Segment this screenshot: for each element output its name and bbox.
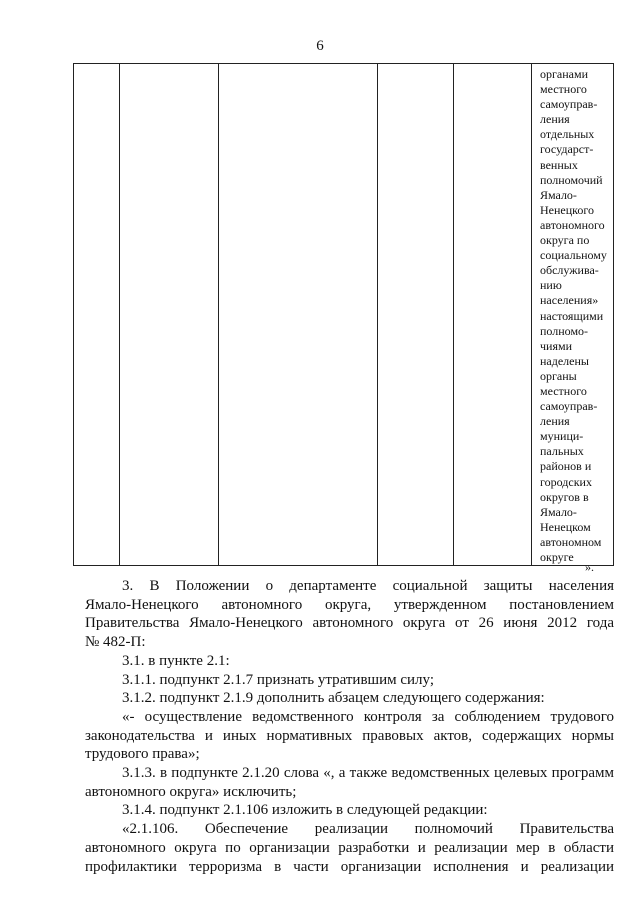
cell-line: округов в (540, 489, 589, 504)
cell-line: государст- (540, 142, 594, 157)
paragraph-3-line: Правительства Ямало-Ненецкого автономного округа от 26 июня 2012 года (85, 615, 614, 632)
cell-line: настоящими (540, 308, 604, 323)
paragraph-3-1-3-line: автономного округа» исключить; (85, 783, 297, 800)
cell-line: органы (540, 368, 577, 383)
paragraph-2-1-106-line: профилактики терроризма в части организации исполнения и реализации (85, 858, 614, 875)
table-row (74, 64, 614, 566)
cell-line: автономного (540, 217, 605, 232)
cell-line: населения» (540, 293, 599, 308)
cell-line: наделены (540, 353, 589, 368)
paragraph-2-1-106-line: «2.1.106. Обеспечение реализации полномочий Правительства (122, 821, 614, 838)
cell-line: обслужива- (540, 263, 599, 278)
paragraph-3-1: 3.1. в пункте 2.1: (122, 652, 230, 669)
cell-line: полномочий (540, 172, 603, 187)
cell-line: районов и (540, 459, 592, 474)
paragraph-3-1-1: 3.1.1. подпункт 2.1.7 признать утратившим силу; (122, 671, 434, 688)
page-number: 6 (316, 38, 324, 54)
cell-line: ления (540, 112, 570, 127)
quote-line: трудового права»; (85, 746, 200, 763)
cell-line: Ненецком (540, 519, 591, 534)
paragraph-3-line: № 482-П: (85, 634, 146, 651)
paragraph-3-1-3-line: 3.1.3. в подпункте 2.1.20 слова «, а также ведомственных целевых программ (122, 765, 614, 782)
document-body (85, 577, 614, 876)
continuation-table (73, 63, 614, 566)
cell-line: автономном (540, 534, 602, 549)
paragraph-3-1-2: 3.1.2. подпункт 2.1.9 дополнить абзацем следующего содержания: (122, 690, 545, 707)
cell-line: муници- (540, 429, 584, 444)
cell-line: местного (540, 82, 587, 97)
cell-line: Ямало- (540, 504, 577, 519)
cell-line: самоуправ- (540, 97, 598, 112)
table-cell (74, 64, 120, 566)
cell-line: органами (540, 67, 589, 81)
table-cell (120, 64, 219, 566)
paragraph-3-line: 3. В Положении о департаменте социальной защиты населения (122, 578, 614, 594)
table-cell-text (532, 64, 614, 566)
cell-line: социальному (540, 248, 607, 263)
cell-line: венных (540, 157, 578, 172)
cell-line: городских (540, 474, 592, 489)
quote-line: «- осуществление ведомственного контроля за соблюдением трудового (122, 708, 614, 725)
quote-line: законодательства и иных нормативных правовых актов, содержащих нормы (85, 727, 614, 744)
cell-line: отдельных (540, 127, 595, 142)
cell-line: нию (540, 278, 562, 293)
paragraph-3-line: Ямало-Ненецкого автономного округа, утвержденном постановлением (85, 596, 614, 613)
table-cell (454, 64, 532, 566)
cell-line: Ненецкого (540, 202, 595, 217)
cell-line: округе (540, 550, 574, 564)
table-cell (378, 64, 454, 566)
closing-quote-mark: ». (585, 560, 594, 574)
cell-line: местного (540, 383, 587, 398)
cell-line: округа по (540, 233, 590, 248)
paragraph-2-1-106-line: автономного округа по организации разработки и реализации мер в области (85, 839, 614, 856)
table-cell (219, 64, 378, 566)
cell-line: чиями (540, 338, 572, 353)
cell-line: самоуправ- (540, 399, 598, 414)
cell-line: ления (540, 414, 570, 429)
cell-text (532, 64, 613, 565)
cell-line: полномо- (540, 323, 589, 338)
paragraph-3-1-4: 3.1.4. подпункт 2.1.106 изложить в следующей редакции: (122, 802, 488, 819)
cell-line: пальных (540, 444, 584, 459)
cell-line: Ямало- (540, 187, 577, 202)
